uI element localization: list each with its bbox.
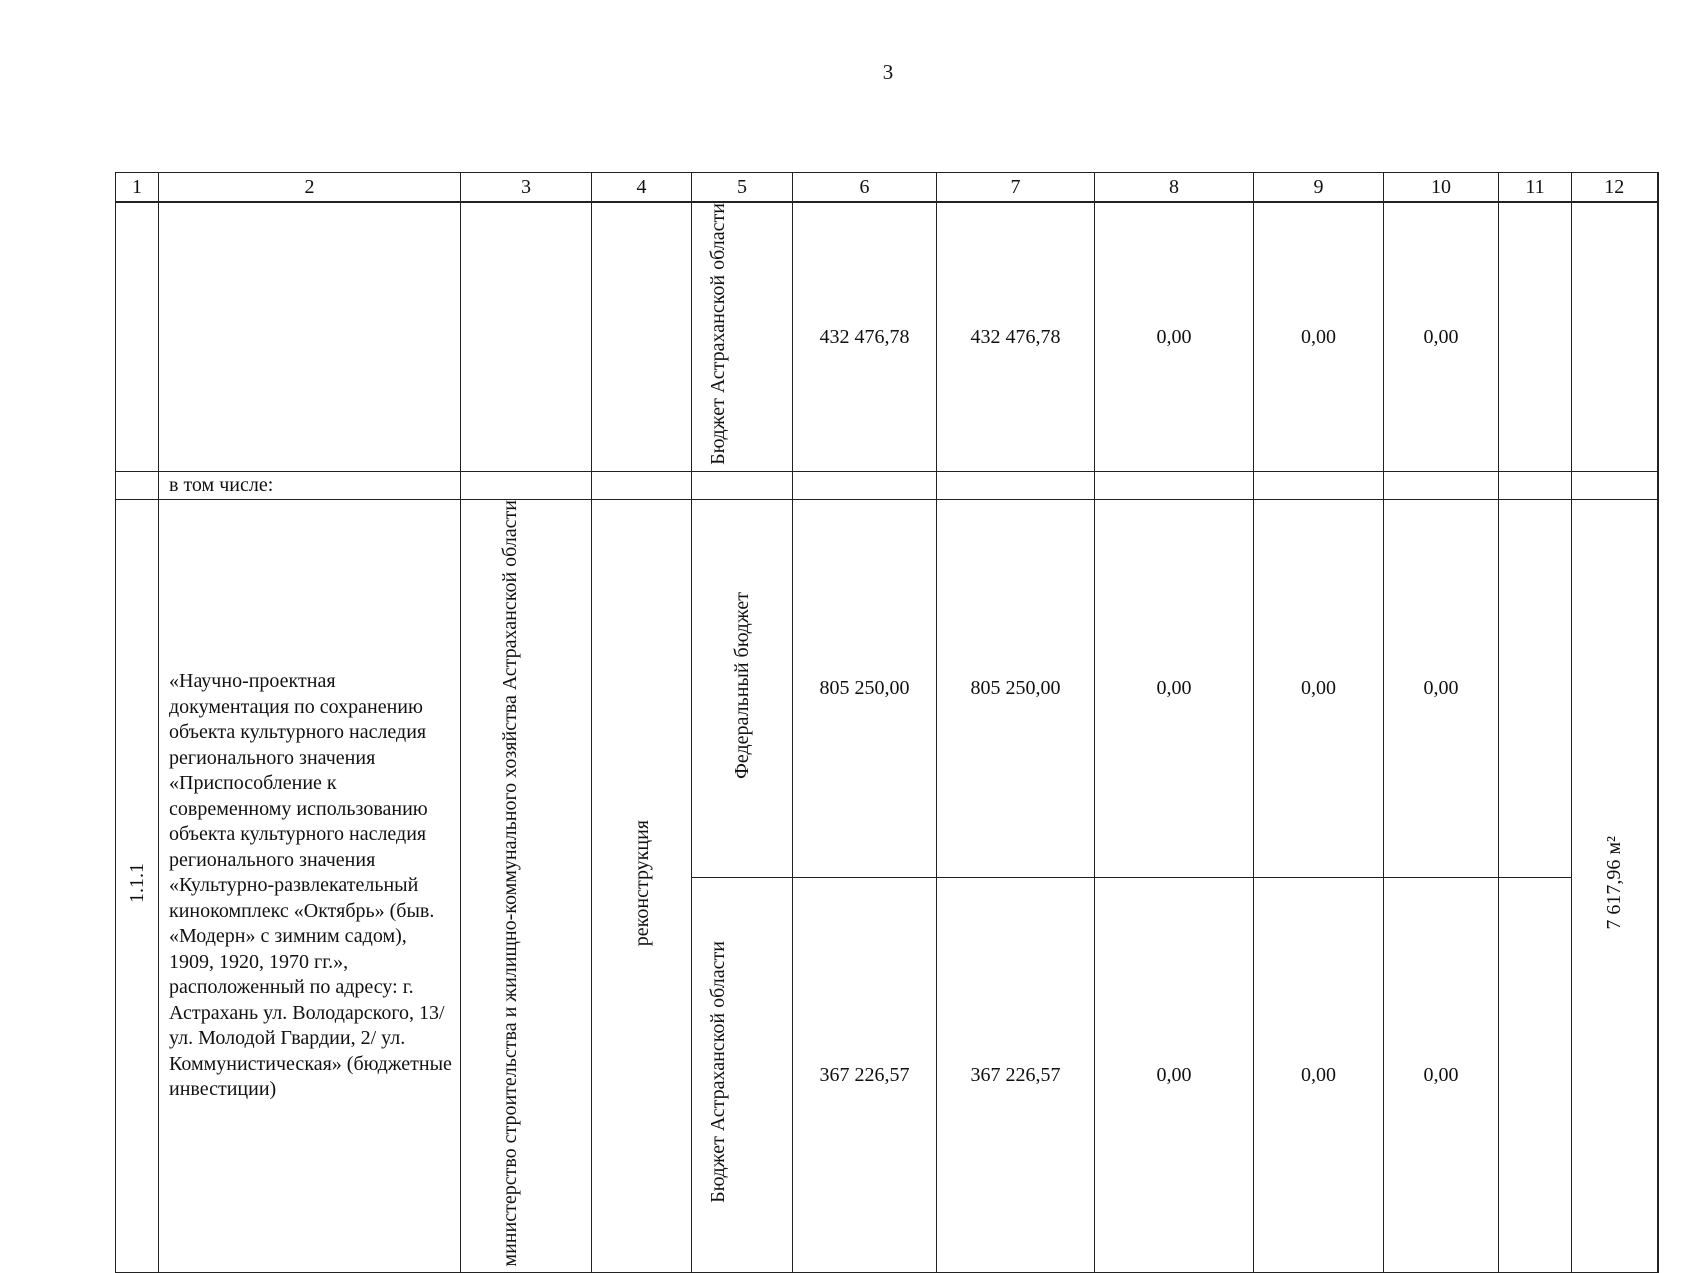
amount-cell: 432 476,78 [937, 202, 1095, 471]
amount-cell: 367 226,57 [937, 877, 1095, 1273]
table-cell [592, 202, 692, 471]
customer-label: министерство строительства и жилищно-коммунального хозяйства Астраханской области [499, 499, 521, 1267]
table-cell [793, 471, 937, 499]
header-cell: 6 [793, 173, 937, 203]
budget-table [115, 172, 1659, 1273]
header-cell: 12 [1572, 173, 1658, 203]
funding-source-cell [692, 877, 793, 1273]
amount-cell: 432 476,78 [793, 202, 937, 471]
regional-total-row [116, 202, 1658, 471]
table-cell [592, 471, 692, 499]
amount-cell: 805 250,00 [793, 499, 937, 877]
amount-cell: 0,00 [1095, 202, 1254, 471]
amount-cell: 805 250,00 [937, 499, 1095, 877]
item-number-cell [116, 499, 159, 1273]
work-type-cell [592, 499, 692, 1273]
table-cell [461, 471, 592, 499]
amount-cell: 0,00 [1095, 499, 1254, 877]
amount-cell: 0,00 [1384, 499, 1499, 877]
customer-cell [461, 499, 592, 1273]
including-label: в том числе: [159, 471, 461, 499]
table-cell [461, 202, 592, 471]
amount-cell: 0,00 [1254, 877, 1384, 1273]
table-cell [1384, 471, 1499, 499]
page-number: 3 [882, 60, 894, 84]
header-cell: 2 [159, 173, 461, 203]
amount-cell: 0,00 [1384, 877, 1499, 1273]
item-name: «Научно-проектная документация по сохранению объекта культурного наследия регионального значения «Приспособление к современному использованию объекта культурного наследия регионального значения «Культурно-развлекательный кинокомплекс «Октябрь» (быв. «Модерн» с зимним садом), 1909, 1920, 1970 гг.», расположенный по адресу: г. Астрахань ул. Володарского, 13/ ул. Молодой Гвардии, 2/ ул. Коммунистическая» (бюджетные инвестиции) [159, 499, 461, 1273]
table-cell [116, 471, 159, 499]
amount-cell: 0,00 [1095, 877, 1254, 1273]
table-cell [1499, 499, 1572, 877]
amount-cell: 0,00 [1384, 202, 1499, 471]
funding-source-label: Бюджет Астраханской области [707, 203, 729, 465]
funding-source-cell [692, 202, 793, 471]
header-cell: 4 [592, 173, 692, 203]
including-row [116, 471, 1658, 499]
header-row [116, 173, 1658, 203]
header-cell: 9 [1254, 173, 1384, 203]
header-cell: 7 [937, 173, 1095, 203]
funding-source-cell [692, 499, 793, 877]
table-cell [1499, 471, 1572, 499]
header-cell: 1 [116, 173, 159, 203]
table-cell [116, 202, 159, 471]
amount-cell: 0,00 [1254, 499, 1384, 877]
funding-source-label: Федеральный бюджет [731, 591, 753, 779]
header-cell: 11 [1499, 173, 1572, 203]
header-cell: 8 [1095, 173, 1254, 203]
item-federal-row [116, 499, 1658, 877]
budget-table-container [115, 172, 1659, 1273]
table-cell [1499, 877, 1572, 1273]
capacity-cell [1572, 499, 1658, 1273]
amount-cell: 367 226,57 [793, 877, 937, 1273]
table-cell [692, 471, 793, 499]
table-cell [1095, 471, 1254, 499]
table-cell [1572, 471, 1658, 499]
table-cell [1254, 471, 1384, 499]
work-type-label: реконструкция [630, 820, 653, 947]
amount-cell: 0,00 [1254, 202, 1384, 471]
table-cell [159, 202, 461, 471]
table-cell [1499, 202, 1572, 471]
header-cell: 5 [692, 173, 793, 203]
table-cell [1572, 202, 1658, 471]
table-cell [937, 471, 1095, 499]
capacity-label: 7 617,96 м² [1603, 836, 1626, 931]
funding-source-label: Бюджет Астраханской области [707, 941, 729, 1203]
item-number: 1.1.1 [126, 863, 148, 904]
header-cell: 10 [1384, 173, 1499, 203]
header-cell: 3 [461, 173, 592, 203]
